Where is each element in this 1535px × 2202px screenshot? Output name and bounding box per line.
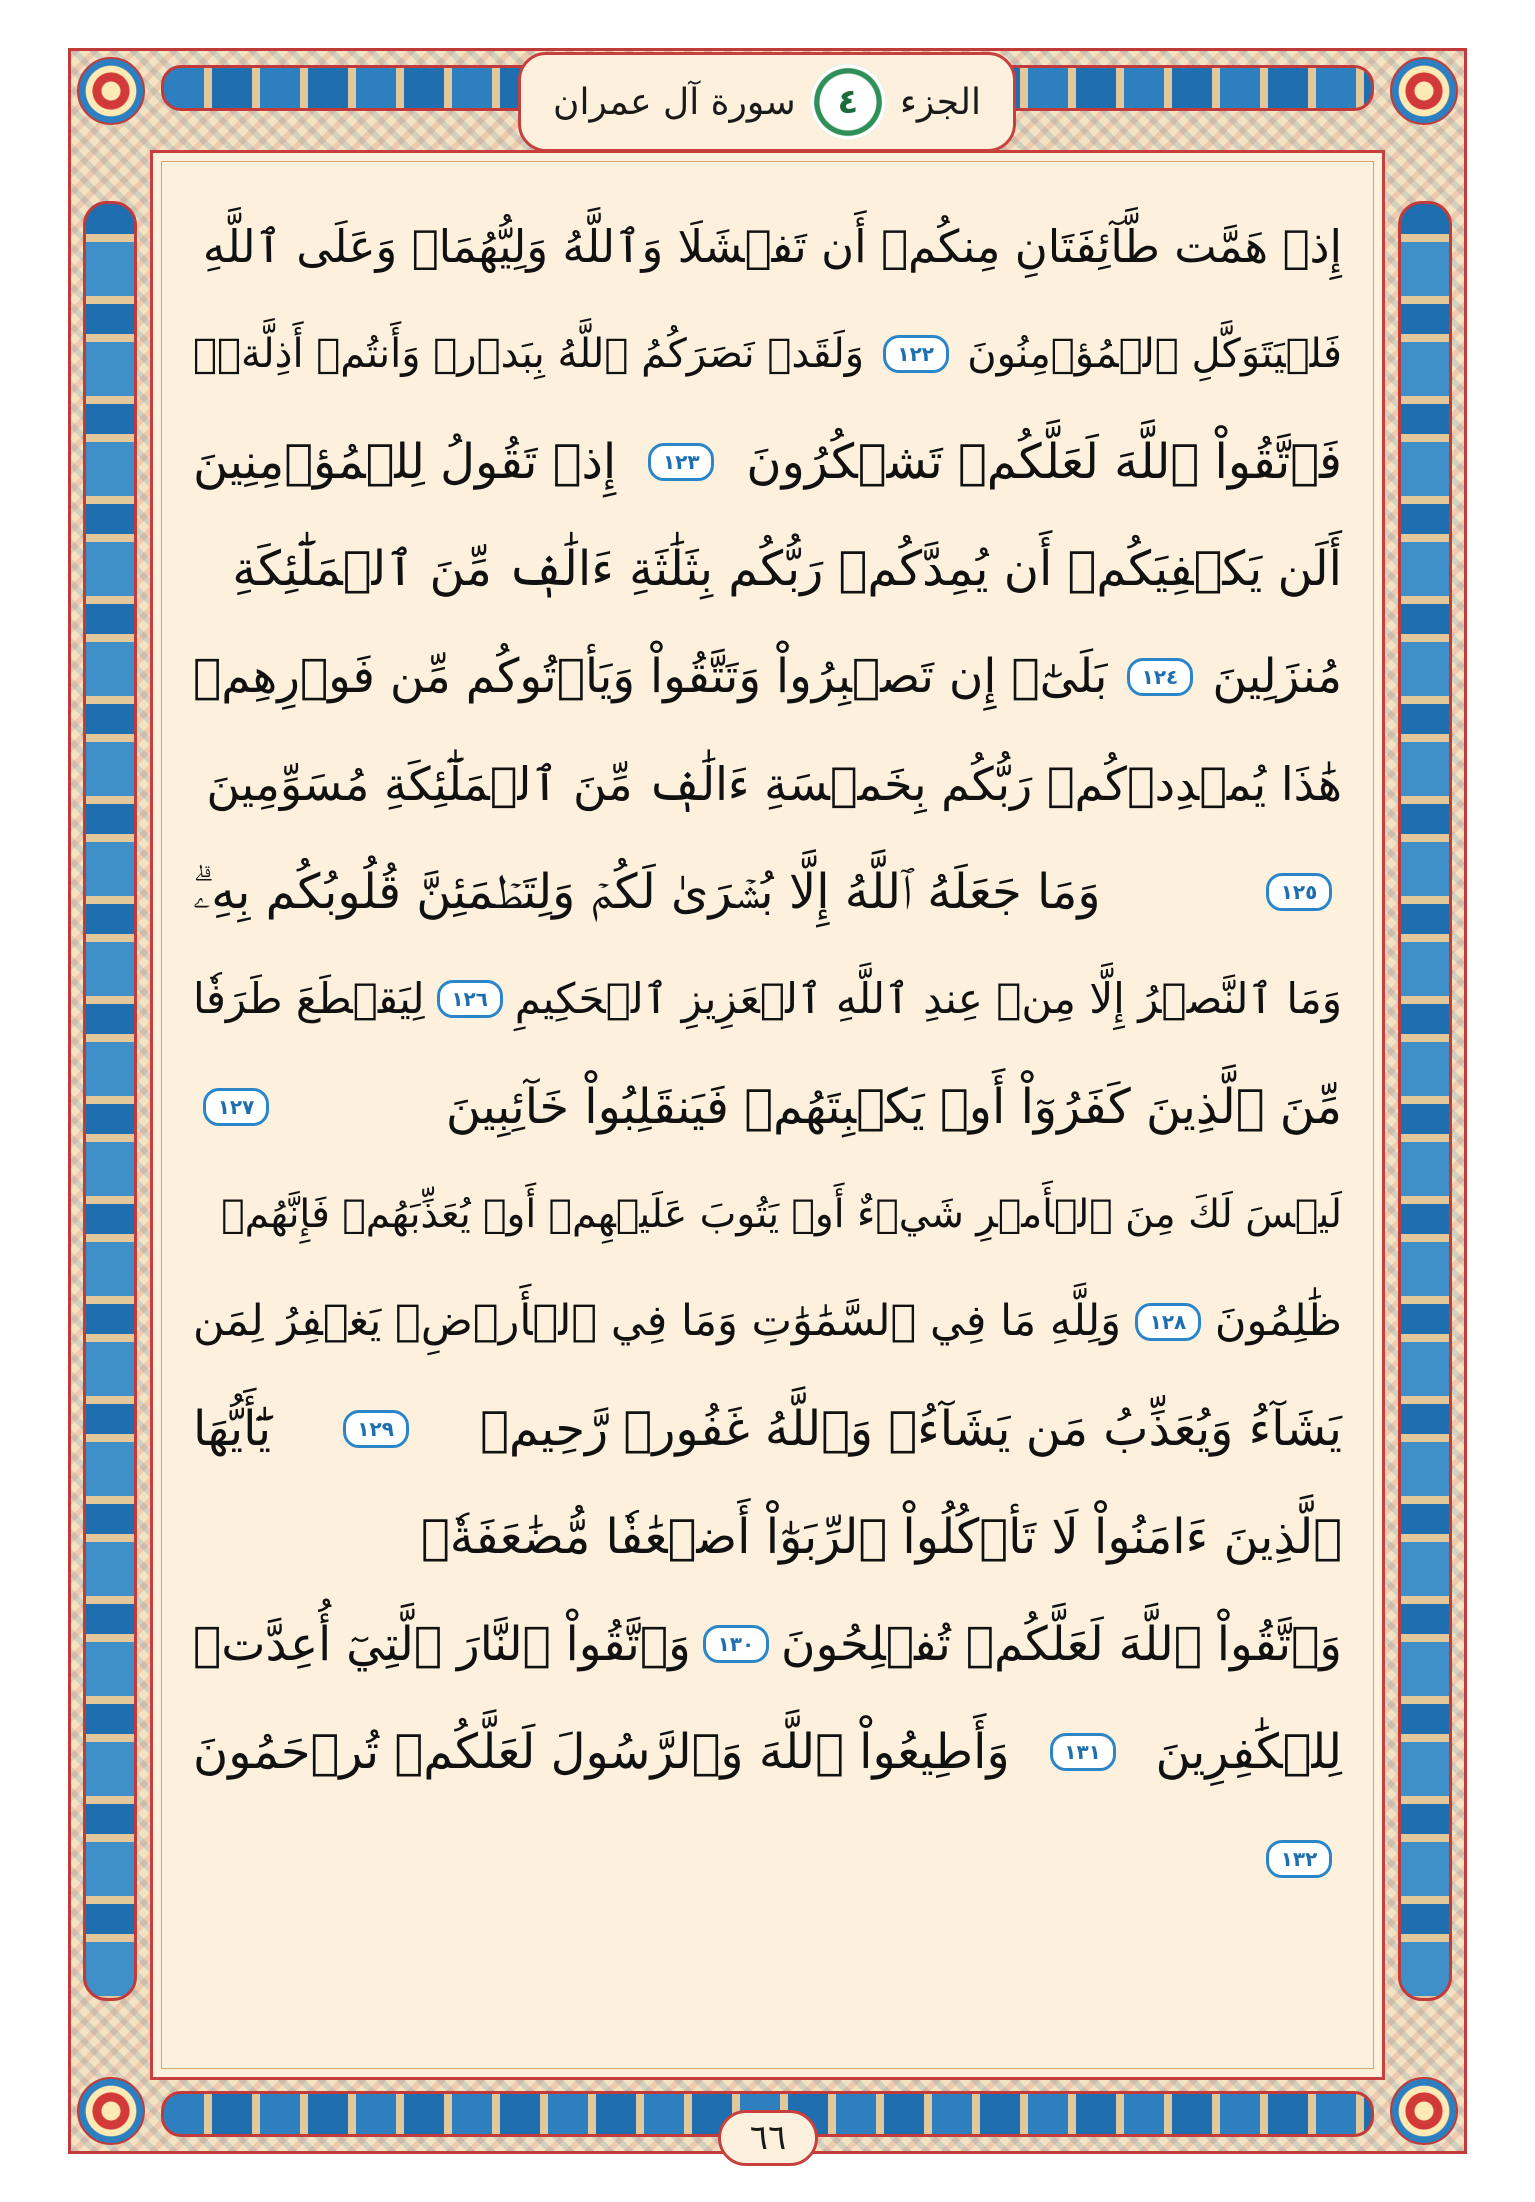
corner-rosette-top-right <box>1390 57 1458 125</box>
verse-text: مُنزَلِينَ <box>1212 649 1342 705</box>
verse-text: وَمَا جَعَلَهُ ٱللَّهُ إِلَّا بُشۡرَىٰ لَكُمۡ وَلِتَطۡمَئِنَّ قُلُوبُكُم بِهِۦۗ <box>193 863 1101 920</box>
left-ornament-band <box>83 201 137 2001</box>
verse-text: وَأَطِيعُواْ ٱللَّهَ وَٱلرَّسُولَ لَعَلَّكُمۡ تُرۡحَمُونَ <box>193 1723 1010 1780</box>
verse-text: إِذۡ تَقُولُ لِلۡمُؤۡمِنِينَ <box>193 433 617 490</box>
verse-line <box>193 1268 1342 1376</box>
verse-text: هَٰذَا يُمۡدِدۡكُمۡ رَبُّكُم بِخَمۡسَةِ ءَالَٰفٖ مِّنَ ٱلۡمَلَٰٓئِكَةِ مُسَوِّمِينَ <box>206 757 1342 812</box>
verse-text: يَشَآءُ وَيُعَذِّبُ مَن يَشَآءُۚ وَٱللَّهُ غَفُورٞ رَّحِيمٞ <box>480 1401 1342 1458</box>
ayah-number-marker: ١٢٥ <box>1266 873 1332 911</box>
verse-line <box>193 1376 1342 1484</box>
verse-lines <box>193 193 1342 1913</box>
ayah-number-marker: ١٢٧ <box>203 1088 269 1126</box>
corner-rosette-bottom-left <box>77 2077 145 2145</box>
verse-line <box>193 1053 1342 1161</box>
juz-label: الجزء <box>900 81 981 123</box>
verse-line <box>193 623 1342 731</box>
verse-line <box>193 1591 1342 1699</box>
verse-line <box>193 731 1342 839</box>
ayah-number-marker: ١٢٩ <box>343 1410 409 1448</box>
verse-text: إِذۡ هَمَّت طَّآئِفَتَانِ مِنكُمۡ أَن تَفۡشَلَا وَٱللَّهُ وَلِيُّهُمَاۗ وَعَلَى ٱللَّهِ <box>202 220 1342 274</box>
surah-name: سورة آل عمران <box>553 81 796 123</box>
verse-line <box>193 193 1342 301</box>
verse-text: وَٱتَّقُواْ ٱلنَّارَ ٱلَّتِيٓ أُعِدَّتۡ <box>193 1616 691 1672</box>
ayah-number-marker: ١٣٠ <box>703 1625 769 1663</box>
ayah-number-marker: ١٣٢ <box>1266 1840 1332 1878</box>
verse-text: ظَٰلِمُونَ <box>1214 1296 1342 1347</box>
verse-text: وَلِلَّهِ مَا فِي ٱلسَّمَٰوَٰتِ وَمَا فِي ٱلۡأَرۡضِۚ يَغۡفِرُ لِمَن <box>193 1296 1122 1347</box>
verse-line <box>193 408 1342 516</box>
right-ornament-band <box>1398 201 1452 2001</box>
verse-text: ٱلَّذِينَ ءَامَنُواْ لَا تَأۡكُلُواْ ٱلرِّبَوٰٓاْ أَضۡعَٰفٗا مُّضَٰعَفَةٗۖ <box>420 1508 1342 1565</box>
juz-number-medallion <box>810 64 886 140</box>
mushaf-page <box>150 150 1385 2080</box>
page-number: ٦٦ <box>718 2110 818 2166</box>
verse-text: بَلَىٰٓۚ إِن تَصۡبِرُواْ وَتَتَّقُواْ وَيَأۡتُوكُم مِّن فَوۡرِهِمۡ <box>193 649 1108 705</box>
header-plaque <box>518 52 1016 152</box>
corner-rosette-bottom-right <box>1390 2077 1458 2145</box>
verse-text: وَمَا ٱلنَّصۡرُ إِلَّا مِنۡ عِندِ ٱللَّهِ ٱلۡعَزِيزِ ٱلۡحَكِيمِ <box>514 974 1342 1024</box>
verse-text: لَيۡسَ لَكَ مِنَ ٱلۡأَمۡرِ شَيۡءٌ أَوۡ يَتُوبَ عَلَيۡهِمۡ أَوۡ يُعَذِّبَهُمۡ فَإِنَّهُمۡ <box>221 1191 1342 1237</box>
verse-text: وَلَقَدۡ نَصَرَكُمُ ٱللَّهُ بِبَدۡرٖ وَأَنتُمۡ أَذِلَّةٞۖ <box>193 331 865 378</box>
verse-line <box>193 838 1342 946</box>
ayah-number-marker: ١٣١ <box>1050 1733 1116 1771</box>
verse-text: لِلۡكَٰفِرِينَ <box>1155 1723 1342 1780</box>
verse-line <box>193 301 1342 409</box>
verse-line <box>193 516 1342 624</box>
verse-text: أَلَن يَكۡفِيَكُمۡ أَن يُمِدَّكُمۡ رَبُّكُم بِثَلَٰثَةِ ءَالَٰفٖ مِّنَ ٱلۡمَلَٰٓئِكَةِ <box>232 541 1342 598</box>
verse-line <box>193 1698 1342 1806</box>
verse-text: يَٰٓأَيُّهَا <box>193 1401 272 1458</box>
ayah-number-marker: ١٢٨ <box>1135 1303 1201 1341</box>
verse-text: فَٱتَّقُواْ ٱللَّهَ لَعَلَّكُمۡ تَشۡكُرُونَ <box>746 433 1342 490</box>
ayah-number-marker: ١٢٣ <box>648 443 714 481</box>
corner-rosette-top-left <box>77 57 145 125</box>
verse-line <box>193 1483 1342 1591</box>
verse-text: لِيَقۡطَعَ طَرَفٗا <box>193 974 425 1024</box>
juz-number: ٤ <box>837 82 859 122</box>
verse-line <box>193 1806 1342 1914</box>
ayah-number-marker: ١٢٢ <box>883 335 949 373</box>
ayah-number-marker: ١٢٦ <box>437 980 503 1018</box>
verse-line <box>193 1161 1342 1269</box>
verse-line <box>193 946 1342 1054</box>
verse-text: مِّنَ ٱلَّذِينَ كَفَرُوٓاْ أَوۡ يَكۡبِتَهُمۡ فَيَنقَلِبُواْ خَآئِبِينَ <box>445 1078 1342 1135</box>
verse-text: وَٱتَّقُواْ ٱللَّهَ لَعَلَّكُمۡ تُفۡلِحُونَ <box>781 1616 1342 1672</box>
ayah-number-marker: ١٢٤ <box>1127 658 1193 696</box>
verse-text: فَلۡيَتَوَكَّلِ ٱلۡمُؤۡمِنُونَ <box>967 331 1342 378</box>
